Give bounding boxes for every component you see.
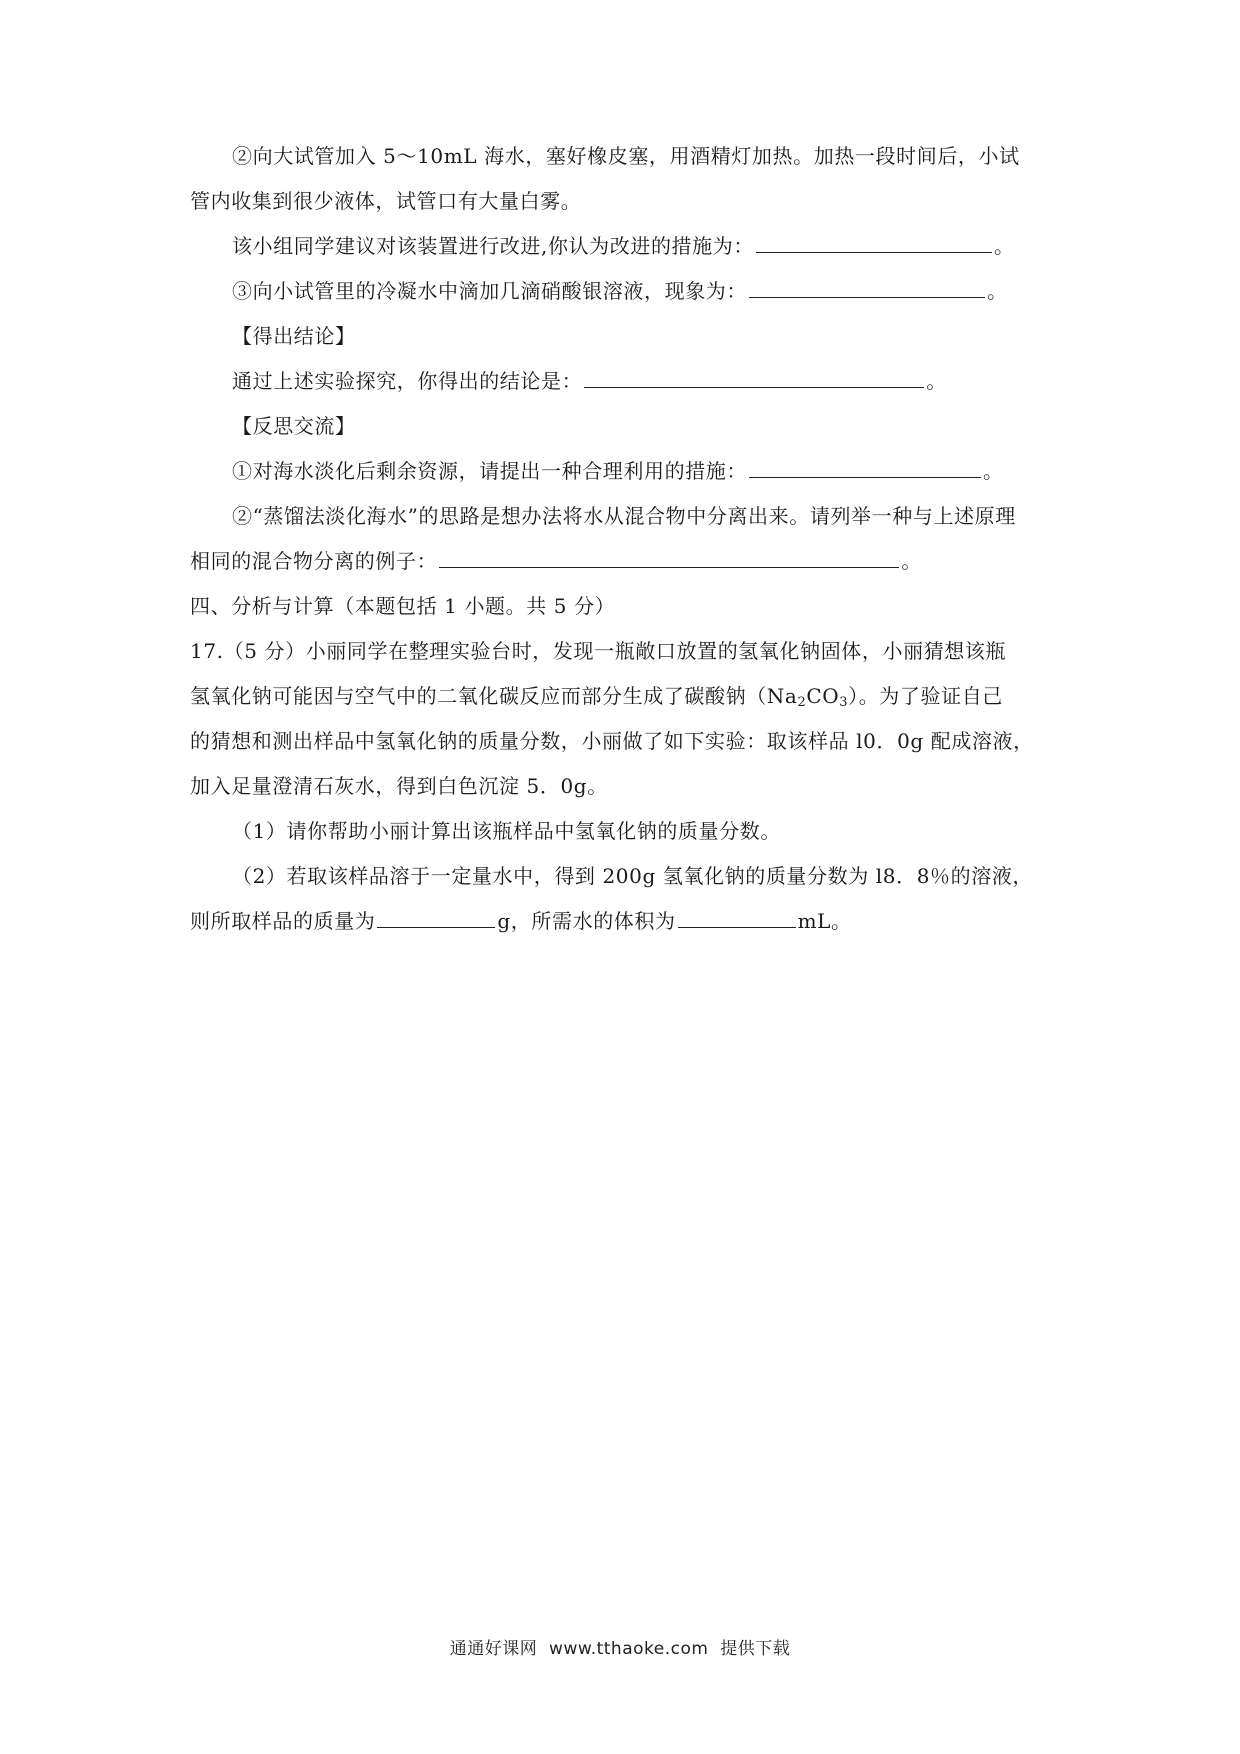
q17-part2-text-a: 则所取样品的质量为 xyxy=(190,909,376,933)
improve-answer-blank[interactable] xyxy=(756,232,992,253)
q17-line2-text-a: 氢氧化钠可能因与空气中的二氧化碳反应而部分生成了碳酸钠（Na xyxy=(190,684,798,708)
q17-line2-text-c: ）。为了验证自己 xyxy=(848,684,1003,708)
q17-line1-text: 17.（5 分）小丽同学在整理实验台时，发现一瓶敞口放置的氢氧化钠固体，小丽猜想该瓶 xyxy=(190,639,1007,663)
conclusion-heading xyxy=(232,322,356,350)
q17-line2-text-b: CO xyxy=(806,684,840,708)
step2-line1-text: ②向大试管加入 5～10mL 海水，塞好橡皮塞，用酒精灯加热。加热一段时间后，小试 xyxy=(232,144,1020,168)
period: 。 xyxy=(983,459,1004,483)
q17-line2 xyxy=(190,682,1003,717)
reflection-heading xyxy=(232,412,356,440)
q17-line1 xyxy=(190,637,1006,665)
sample-mass-blank[interactable] xyxy=(377,907,495,928)
q17-line4 xyxy=(190,772,608,800)
q17-part2-line1-text: （2）若取该样品溶于一定量水中，得到 200g 氢氧化钠的质量分数为 l8．8％的溶液， xyxy=(232,864,1034,888)
reflection2-line1-text: ②“蒸馏法淡化海水”的思路是想办法将水从混合物中分离出来。请列举一种与上述原理 xyxy=(232,504,1016,528)
q17-part2-text-b: g，所需水的体积为 xyxy=(497,909,676,933)
step3-answer-blank[interactable] xyxy=(749,277,985,298)
water-volume-blank[interactable] xyxy=(678,907,796,928)
conclusion-prompt: 通过上述实验探究，你得出的结论是： xyxy=(232,369,583,393)
q17-part2-line1 xyxy=(232,862,1033,890)
page-footer xyxy=(0,1634,1240,1659)
reflection2-line1 xyxy=(232,502,1016,530)
reflection-heading-text: 【反思交流】 xyxy=(232,414,356,438)
q17-line4-text: 加入足量澄清石灰水，得到白色沉淀 5．0g。 xyxy=(190,774,608,798)
reflection2-line2 xyxy=(190,547,922,575)
step3-line xyxy=(232,277,1008,305)
reflection1-prompt: ①对海水淡化后剩余资源，请提出一种合理利用的措施： xyxy=(232,459,747,483)
conclusion-line xyxy=(232,367,947,395)
step2-line1 xyxy=(232,142,1020,170)
step2-line2 xyxy=(190,187,581,215)
q17-part1-text: （1）请你帮助小丽计算出该瓶样品中氢氧化钠的质量分数。 xyxy=(232,819,781,843)
reflection1-line xyxy=(232,457,1004,485)
formula-subscript: 2 xyxy=(797,695,807,710)
footer-text: 通通好课网 www.tthaoke.com 提供下载 xyxy=(449,1639,791,1659)
formula-subscript: 3 xyxy=(839,695,849,710)
period: 。 xyxy=(926,369,947,393)
improve-line xyxy=(232,232,1015,260)
q17-line3 xyxy=(190,727,1034,755)
section-four-heading-text: 四、分析与计算（本题包括 1 小题。共 5 分） xyxy=(190,594,616,618)
q17-part2-text-c: mL。 xyxy=(797,909,852,933)
reflection2-answer-blank[interactable] xyxy=(439,547,899,568)
q17-part2-line2 xyxy=(190,907,852,935)
reflection2-prompt: 相同的混合物分离的例子： xyxy=(190,549,438,573)
conclusion-answer-blank[interactable] xyxy=(584,367,924,388)
period: 。 xyxy=(993,234,1015,258)
step2-line2-text: 管内收集到很少液体，试管口有大量白雾。 xyxy=(190,189,582,213)
improve-prompt: 该小组同学建议对该装置进行改进,你认为改进的措施为： xyxy=(232,234,754,258)
section-four-heading xyxy=(190,592,615,620)
q17-part1 xyxy=(232,817,781,845)
step3-prompt: ③向小试管里的冷凝水中滴加几滴硝酸银溶液，现象为： xyxy=(232,279,747,303)
conclusion-heading-text: 【得出结论】 xyxy=(232,324,356,348)
reflection1-answer-blank[interactable] xyxy=(749,457,981,478)
period: 。 xyxy=(987,279,1008,303)
q17-line3-text: 的猜想和测出样品中氢氧化钠的质量分数，小丽做了如下实验：取该样品 l0．0g 配成溶液， xyxy=(190,729,1034,753)
period: 。 xyxy=(901,549,922,573)
